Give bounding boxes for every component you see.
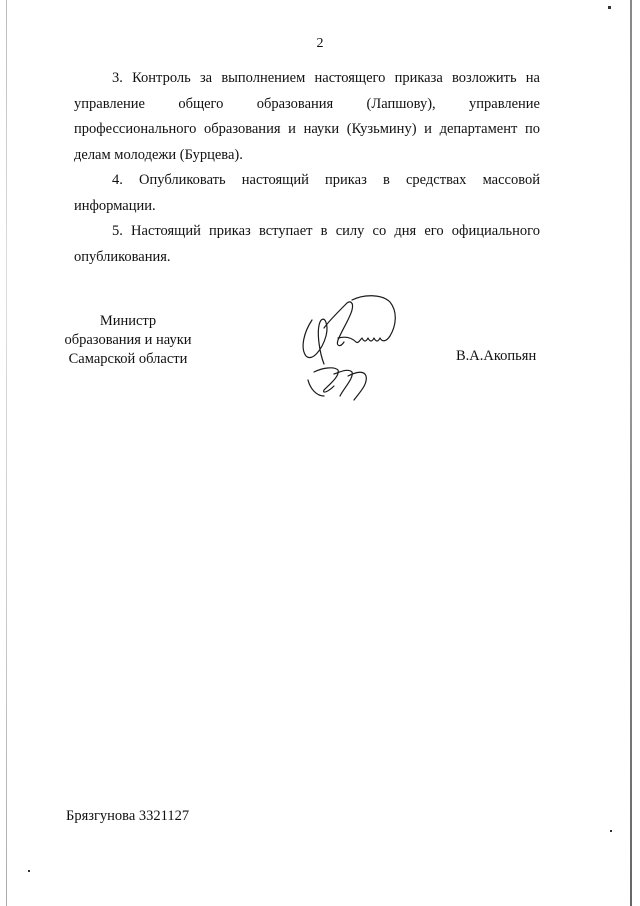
- paragraph-5: 5. Настоящий приказ вступает в силу со дня его официального опубликования.: [74, 223, 540, 265]
- paragraph-3: 3. Контроль за выполнением настоящего приказа возложить на управление общего образования (Лапшову), управление профессионального образования и науки (Кузьмину) и департамент по делам молодежи (Бурцева).: [74, 70, 540, 163]
- signer-title: [58, 312, 198, 369]
- signer-title-line: Самарской области: [68, 351, 188, 367]
- scan-speck: [608, 6, 611, 9]
- signer-title-line: образования и науки: [64, 332, 192, 348]
- paragraph-4: 4. Опубликовать настоящий приказ в средствах массовой информации.: [74, 172, 540, 214]
- executor-note: Брязгунова 3321127: [66, 808, 190, 824]
- scan-edge-right: [630, 0, 632, 906]
- signer-title-line: Министр: [99, 313, 157, 329]
- scan-speck: [28, 870, 30, 872]
- handwritten-signature: [294, 292, 404, 402]
- scan-edge-left: [6, 0, 7, 906]
- scan-speck: [610, 830, 612, 832]
- order-body: [74, 66, 540, 270]
- signer-name: В.А.Акопьян: [456, 348, 537, 364]
- page-number: 2: [316, 36, 324, 51]
